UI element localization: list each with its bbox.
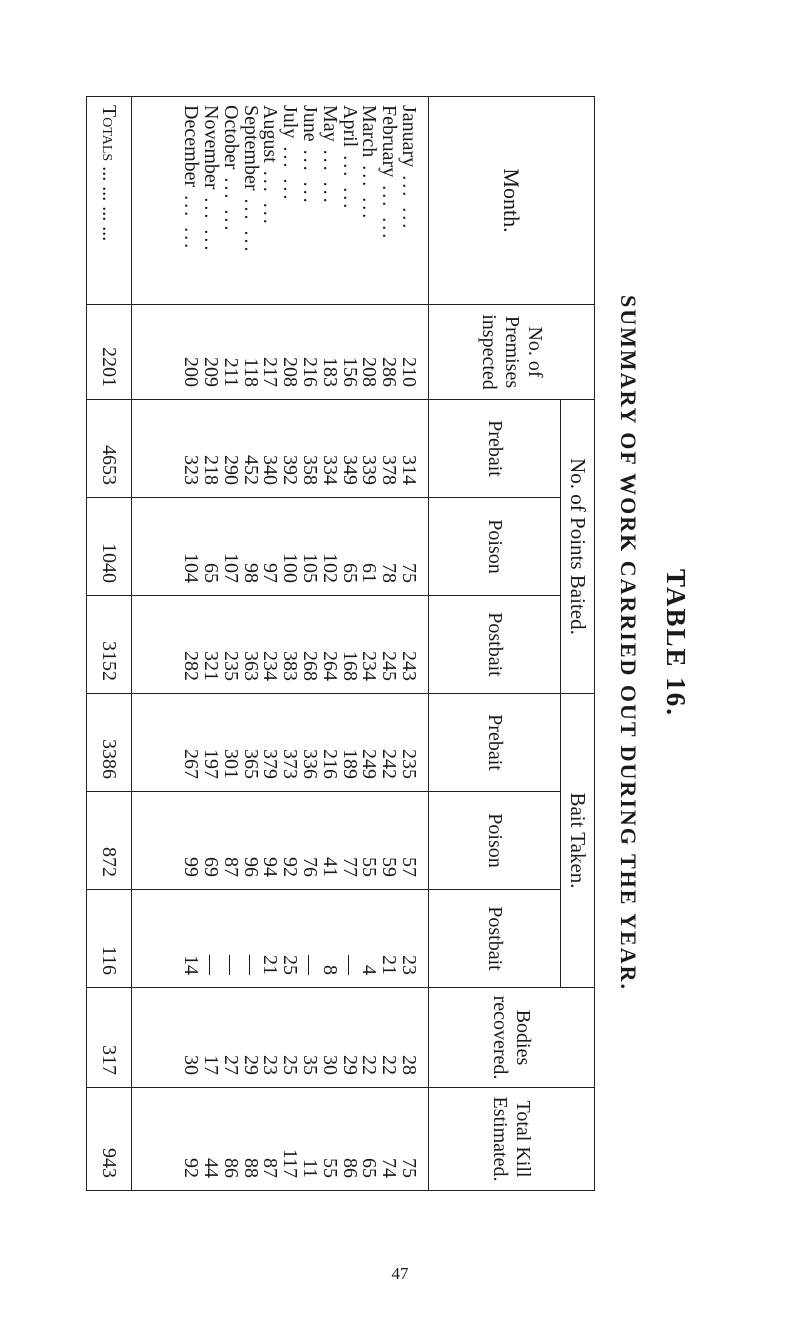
title-block <box>607 96 707 1190</box>
table-cell-bait-poison: 69 <box>200 857 223 877</box>
month-label: February ... ... <box>378 105 401 242</box>
header-bait-postbait: Postbait <box>429 890 561 988</box>
table-cell-bait-prebait: 267 <box>180 749 203 779</box>
table-cell-bodies: 29 <box>239 1055 262 1075</box>
table-cell-bodies: 29 <box>338 1055 361 1075</box>
table-cell-bait-prebait: 189 <box>338 749 361 779</box>
table-cell-bodies: 35 <box>299 1055 322 1075</box>
table-cell-premises: 183 <box>318 357 341 387</box>
table-cell-bait-poison: 55 <box>358 857 381 877</box>
table-cell-bait-poison: 41 <box>318 857 341 877</box>
page-number: 47 <box>391 1264 409 1283</box>
table-cell-bait-postbait: — <box>219 955 242 975</box>
total-bodies: 317 <box>87 988 132 1088</box>
rotated-page <box>82 96 707 1190</box>
total-bait-postbait: 116 <box>87 890 132 988</box>
table-cell-premises: 209 <box>200 357 223 387</box>
header-month: Month. <box>429 97 595 305</box>
table-cell-bait-poison: 94 <box>259 857 282 877</box>
table-cell-pts-prebait: 323 <box>180 455 203 485</box>
table-cell-pts-prebait: 218 <box>200 455 223 485</box>
table-cell-pts-poison: 98 <box>239 563 262 583</box>
month-column <box>132 97 429 305</box>
table-cell-bait-poison: 99 <box>180 857 203 877</box>
table-cell-pts-prebait: 378 <box>378 455 401 485</box>
table-cell-bodies: 30 <box>180 1055 203 1075</box>
table-cell-pts-prebait: 314 <box>398 455 420 485</box>
table-cell-pts-poison: 107 <box>219 553 242 583</box>
total-points-prebait: 4653 <box>87 400 132 498</box>
table-cell-bodies: 30 <box>318 1055 341 1075</box>
table-cell-bait-poison: 87 <box>219 857 242 877</box>
table-cell-pts-postbait: 264 <box>318 651 341 681</box>
month-label: October ... ... <box>219 105 242 234</box>
table-cell-bodies: 28 <box>398 1055 420 1075</box>
total-premises: 2201 <box>87 305 132 400</box>
table-cell-kill: 65 <box>358 1158 381 1178</box>
header-points-baited: No. of Points Baited. <box>561 400 595 694</box>
header-premises-inspected: No. of Premises inspected <box>429 305 595 400</box>
table-cell-bait-poison: 59 <box>378 857 401 877</box>
premises-column <box>132 305 429 400</box>
table-cell-bait-prebait: 379 <box>259 749 282 779</box>
month-label: April ... ... <box>338 105 361 212</box>
table-cell-pts-poison: 104 <box>180 553 203 583</box>
table-cell-kill: 86 <box>219 1158 242 1178</box>
table-cell-pts-postbait: 243 <box>398 651 420 681</box>
table-cell-bait-prebait: 249 <box>358 749 381 779</box>
table-cell-bait-poison: 76 <box>299 857 322 877</box>
points-prebait-column <box>132 400 429 498</box>
table-cell-kill: 44 <box>200 1158 223 1178</box>
table-cell-bait-prebait: 235 <box>398 749 420 779</box>
total-bait-prebait: 3386 <box>87 694 132 792</box>
bodies-column <box>132 988 429 1088</box>
table-cell-pts-postbait: 168 <box>338 651 361 681</box>
month-label: January ... ... <box>398 105 420 232</box>
header-bait-prebait: Prebait <box>429 694 561 792</box>
month-label: August ... ... <box>259 105 282 227</box>
table-cell-kill: 75 <box>398 1158 420 1178</box>
table-cell-bait-postbait: — <box>338 955 361 975</box>
month-label: July ... ... <box>279 105 302 203</box>
bait-poison-column <box>132 792 429 890</box>
totals-label: Totals ... ... ... ... <box>87 97 132 305</box>
table-number: TABLE 16. <box>661 568 691 718</box>
table-cell-pts-prebait: 392 <box>279 455 302 485</box>
table-cell-pts-postbait: 234 <box>259 651 282 681</box>
bait-postbait-column <box>132 890 429 988</box>
table-cell-pts-poison: 75 <box>398 563 420 583</box>
table-cell-bait-prebait: 301 <box>219 749 242 779</box>
table-cell-pts-prebait: 339 <box>358 455 381 485</box>
table-cell-premises: 216 <box>299 357 322 387</box>
table-cell-bait-poison: 77 <box>338 857 361 877</box>
table-cell-kill: 86 <box>338 1158 361 1178</box>
table-cell-pts-poison: 65 <box>338 563 361 583</box>
table-cell-pts-prebait: 349 <box>338 455 361 485</box>
header-points-prebait: Prebait <box>429 400 561 498</box>
table-cell-kill: 88 <box>239 1158 262 1178</box>
table-cell-bodies: 17 <box>200 1055 223 1075</box>
table-cell-kill: 87 <box>259 1158 282 1178</box>
table-cell-pts-postbait: 234 <box>358 651 381 681</box>
table-cell-bait-prebait: 197 <box>200 749 223 779</box>
kill-column <box>132 1088 429 1191</box>
table-cell-pts-poison: 100 <box>279 553 302 583</box>
table-cell-bodies: 22 <box>358 1055 381 1075</box>
table-cell-pts-poison: 105 <box>299 553 322 583</box>
bait-prebait-column <box>132 694 429 792</box>
table-title: SUMMARY OF WORK CARRIED OUT DURING THE YEAR. <box>616 295 641 991</box>
table-cell-premises: 156 <box>338 357 361 387</box>
table-cell-pts-prebait: 334 <box>318 455 341 485</box>
table-cell-premises: 118 <box>239 357 262 387</box>
table-cell-bait-poison: 92 <box>279 857 302 877</box>
month-label: May ... ... <box>318 105 341 206</box>
total-points-postbait: 3152 <box>87 596 132 694</box>
total-points-poison: 1040 <box>87 498 132 596</box>
table-cell-bait-prebait: 373 <box>279 749 302 779</box>
table-cell-premises: 217 <box>259 357 282 387</box>
table-cell-premises: 286 <box>378 357 401 387</box>
header-bait-poison: Poison <box>429 792 561 890</box>
table-cell-pts-prebait: 290 <box>219 455 242 485</box>
table-cell-kill: 74 <box>378 1158 401 1178</box>
table-cell-pts-prebait: 340 <box>259 455 282 485</box>
month-label: September ... ... <box>239 105 262 255</box>
points-postbait-column <box>132 596 429 694</box>
table-cell-bait-poison: 57 <box>398 857 420 877</box>
table-cell-pts-prebait: 452 <box>239 455 262 485</box>
table-cell-premises: 200 <box>180 357 203 387</box>
table-cell-kill: 117 <box>279 1148 302 1178</box>
table-cell-bait-postbait: 21 <box>378 955 401 975</box>
table-cell-bodies: 27 <box>219 1055 242 1075</box>
table-cell-bait-prebait: 365 <box>239 749 262 779</box>
table-cell-bait-postbait: 21 <box>259 955 282 975</box>
table-cell-pts-poison: 61 <box>358 563 381 583</box>
table-cell-bait-postbait: 14 <box>180 955 203 975</box>
points-poison-column <box>132 498 429 596</box>
header-bodies-recovered: Bodies recovered. <box>429 988 595 1088</box>
table-cell-bait-prebait: 216 <box>318 749 341 779</box>
totals-row <box>87 97 132 1191</box>
table-cell-bait-prebait: 242 <box>378 749 401 779</box>
month-label: March ... ... <box>358 105 381 222</box>
table-cell-bait-poison: 96 <box>239 857 262 877</box>
table-cell-kill: 92 <box>180 1158 203 1178</box>
table-cell-kill: 11 <box>299 1158 322 1178</box>
table-cell-premises: 208 <box>279 357 302 387</box>
table-cell-premises: 211 <box>219 357 242 387</box>
table-cell-bait-postbait: — <box>200 955 223 975</box>
month-label: December ... ... <box>180 105 203 252</box>
table-cell-bodies: 22 <box>378 1055 401 1075</box>
month-label: November ... ... <box>200 105 223 254</box>
table-cell-pts-poison: 97 <box>259 563 282 583</box>
table-cell-pts-postbait: 363 <box>239 651 262 681</box>
table-cell-pts-poison: 65 <box>200 563 223 583</box>
table-cell-pts-postbait: 383 <box>279 651 302 681</box>
table-cell-bait-postbait: 23 <box>398 955 420 975</box>
table-cell-bodies: 23 <box>259 1055 282 1075</box>
table-cell-pts-postbait: 245 <box>378 651 401 681</box>
header-points-postbait: Postbait <box>429 596 561 694</box>
table-cell-pts-poison: 102 <box>318 553 341 583</box>
table-cell-pts-postbait: 282 <box>180 651 203 681</box>
table-cell-bait-postbait: 8 <box>318 965 341 975</box>
total-bait-poison: 872 <box>87 792 132 890</box>
table-cell-bait-postbait: — <box>299 955 322 975</box>
table-cell-pts-postbait: 321 <box>200 651 223 681</box>
table-cell-pts-postbait: 235 <box>219 651 242 681</box>
header-total-kill-estimated: Total Kill Estimated. <box>429 1088 595 1191</box>
month-label: June ... ... <box>299 105 322 206</box>
table-cell-bait-prebait: 336 <box>299 749 322 779</box>
summary-table <box>86 96 595 1191</box>
header-bait-taken: Bait Taken. <box>561 694 595 988</box>
table-cell-pts-prebait: 358 <box>299 455 322 485</box>
table-cell-pts-postbait: 268 <box>299 651 322 681</box>
table-cell-bodies: 25 <box>279 1055 302 1075</box>
table-cell-kill: 55 <box>318 1158 341 1178</box>
table-cell-bait-postbait: 4 <box>358 965 381 975</box>
table-cell-premises: 208 <box>358 357 381 387</box>
table-cell-bait-postbait: — <box>239 955 262 975</box>
total-kill: 943 <box>87 1088 132 1191</box>
table-cell-premises: 210 <box>398 357 420 387</box>
table-cell-pts-poison: 78 <box>378 563 401 583</box>
header-points-poison: Poison <box>429 498 561 596</box>
table-cell-bait-postbait: 25 <box>279 955 302 975</box>
